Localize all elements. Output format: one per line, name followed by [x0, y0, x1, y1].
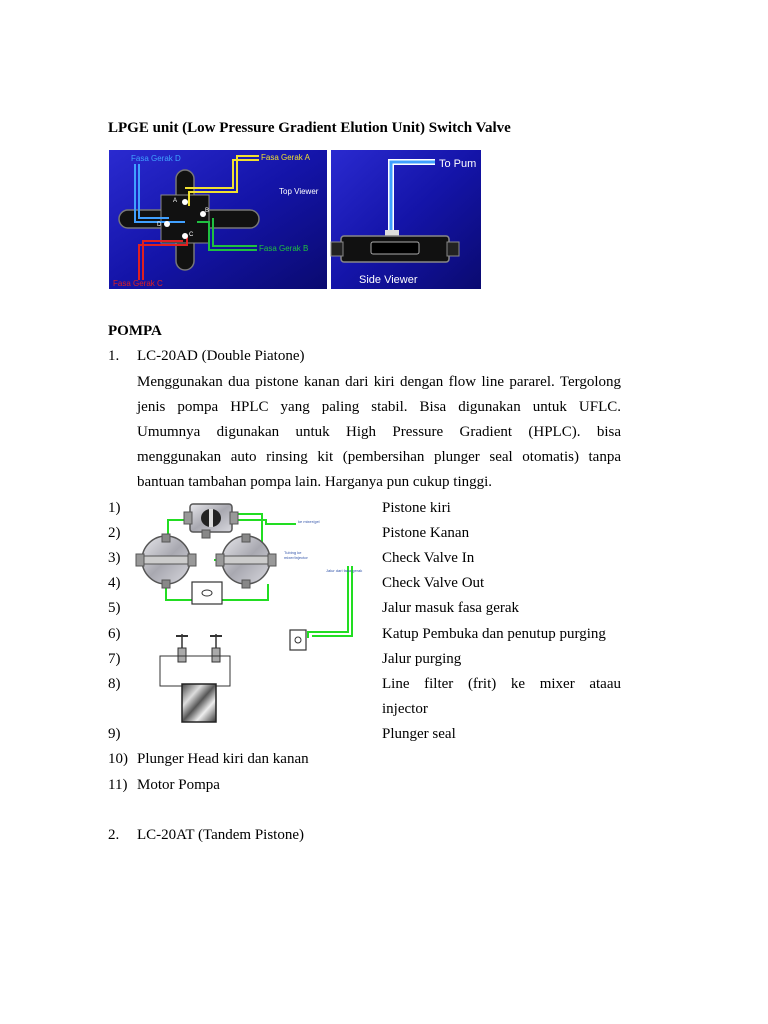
label-side-viewer: Side Viewer	[359, 274, 418, 286]
port-c-dot	[182, 233, 188, 239]
label-port-d: D	[157, 222, 162, 228]
check-valve-in-box	[192, 582, 222, 604]
label-top-viewer: Top Viewer	[279, 187, 319, 196]
list-item-text: Plunger Head kiri dan kanan	[137, 751, 309, 767]
list-num: 5)	[108, 600, 121, 616]
list-item-text: Katup Pembuka dan penutup purging	[382, 626, 606, 642]
list-item-text-continued: injector	[382, 701, 428, 717]
port-a-dot	[182, 199, 188, 205]
label-tubing: Tubing ke	[284, 550, 302, 555]
list-item-text: Line filter (frit) ke mixer ataau	[382, 676, 621, 692]
label-to-pump: To Pum	[439, 158, 477, 170]
item1-paragraph-line-4: menggunakan auto rinsing kit (pembersihan plunger seal otomatis) tanpa	[137, 449, 621, 465]
label-inlet: Jalur dari fasa gerak	[326, 568, 363, 573]
pump-diagram	[130, 496, 370, 728]
item1-number: 1.	[108, 348, 120, 364]
list-num: 10)	[108, 751, 128, 767]
item1-paragraph-line-1: Menggunakan dua pistone kanan dari kiri dengan flow line pararel. Tergolong	[137, 374, 621, 390]
list-item-text: Pistone kiri	[382, 500, 451, 516]
list-item-text: Jalur masuk fasa gerak	[382, 600, 520, 616]
item2-number: 2.	[108, 827, 120, 843]
label-fasa-b: Fasa Gerak B	[259, 244, 309, 253]
label-fasa-d: Fasa Gerak D	[131, 154, 181, 163]
list-num: 7)	[108, 651, 121, 667]
side-viewer-panel	[331, 150, 481, 289]
lpge-valve-figure	[109, 150, 481, 289]
list-num: 2)	[108, 525, 121, 541]
label-fasa-c: Fasa Gerak C	[113, 279, 163, 288]
item1-title: LC-20AD (Double Piatone)	[137, 348, 305, 364]
list-num: 6)	[108, 626, 121, 642]
piston-right	[216, 534, 276, 588]
item1-paragraph-line-2: jenis pompa HPLC yang paling stabil. Bisa digunakan untuk UFLC.	[137, 399, 621, 415]
item1-paragraph-line-5: bantuan tambahan pompa lain. Harganya pun cukup tinggi.	[137, 474, 493, 490]
purge-valve-box	[290, 630, 306, 650]
top-viewer-panel	[109, 150, 327, 289]
piston-left	[136, 534, 196, 588]
label-fasa-a: Fasa Gerak A	[261, 153, 310, 162]
list-item-text: Check Valve Out	[382, 575, 485, 591]
list-num: 1)	[108, 500, 121, 516]
list-item-text: Pistone Kanan	[382, 525, 470, 541]
list-num: 9)	[108, 726, 121, 742]
section-title: POMPA	[108, 323, 162, 339]
list-item-text: Jalur purging	[382, 651, 462, 667]
label-port-c: C	[189, 232, 194, 238]
item2-title: LC-20AT (Tandem Pistone)	[137, 827, 304, 843]
list-num: 3)	[108, 550, 121, 566]
list-num: 8)	[108, 676, 121, 692]
document-heading: LPGE unit (Low Pressure Gradient Elution Unit) Switch Valve	[108, 120, 511, 136]
pump-motor	[182, 684, 216, 722]
plunger-seals	[160, 634, 230, 686]
item1-paragraph-line-3: Umumnya digunakan untuk High Pressure Gradient (HPLC). bisa	[137, 424, 621, 440]
label-port-b: B	[205, 208, 210, 214]
label-port-a: A	[173, 198, 178, 204]
label-tubing-2: mixer/injector	[284, 555, 308, 560]
list-item-text: Check Valve In	[382, 550, 475, 566]
port-d-dot	[164, 221, 170, 227]
list-num: 11)	[108, 777, 128, 793]
label-to-mixer: ke mixer/gel	[298, 519, 320, 524]
list-num: 4)	[108, 575, 121, 591]
list-item-text: Plunger seal	[382, 726, 456, 742]
list-item-text: Motor Pompa	[137, 777, 220, 793]
